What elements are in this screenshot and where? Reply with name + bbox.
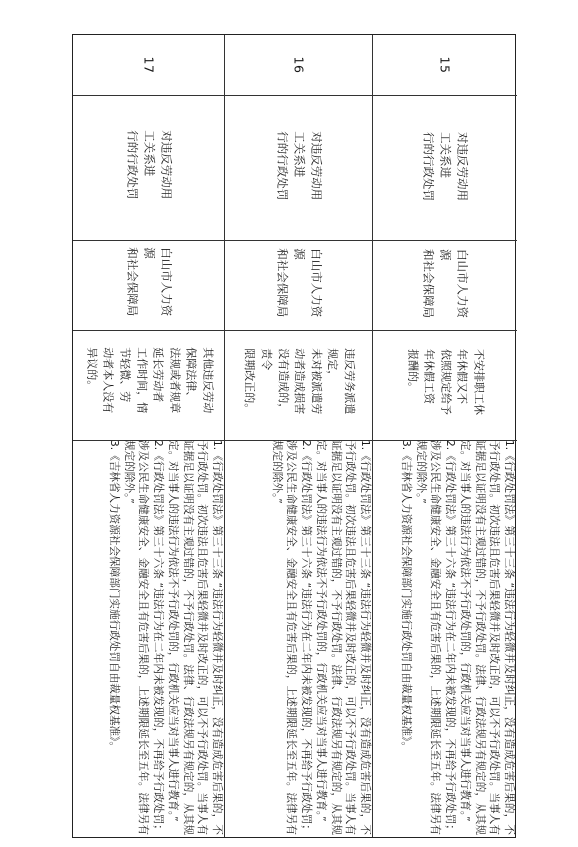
row-number-cell — [225, 35, 372, 95]
condition-text: 违反劳务派遣规定， 未对被派遣劳动者造成损害 没有造成的，责令 限期改正的。 — [243, 348, 356, 415]
basis-clause: 1.《行政处罚法》第三十三条 “违法行为轻微并及时纠正，没有造成危害后果的，不予行政处罚。初次违法且危害后果轻微并及时改正的，可以不予行政处罚。当事人有证据足以证明没有主观过错的，不予行政处罚。法律、行政法规另有规定的，从其规定。对当事人的违法行为依法不予行政处罚的，行政机关应当对当事人进行教育。” — [458, 440, 515, 835]
department-name: 白山市人力资源 和社会保障局 — [275, 248, 323, 318]
row-number: 15 — [437, 56, 453, 74]
row-number-cell — [373, 35, 517, 95]
basis-clause: 3.《吉林省人力资源社会保障部门实施行政处罚自由裁量权基准》。 — [400, 440, 413, 753]
item-cell — [73, 95, 224, 240]
condition-text: 不安排职工休年休假又不 依照规定给予年休假工资 报酬的。 — [406, 349, 486, 415]
department-name: 白山市人力资源 和社会保障局 — [125, 247, 173, 317]
item-name: 对违反劳动用工关系进 行的行政处罚 — [125, 129, 173, 199]
condition-cell — [225, 330, 372, 440]
item-name: 对违反劳动用工关系进 行的行政处罚 — [275, 130, 323, 200]
basis-clause: 2.《行政处罚法》第三十六条 “违法行为在二年内未被发现的，不再给予行政处罚；涉及公民生命健康安全、金融安全且有危害后果的，上述期限延长至五年。法律另有规定的除外。” — [122, 440, 165, 835]
basis-cell — [73, 440, 224, 839]
legal-basis — [398, 440, 516, 835]
condition-cell — [73, 330, 224, 440]
item-cell — [373, 95, 517, 240]
legal-basis — [106, 440, 224, 835]
penalty-table — [72, 34, 516, 838]
department-cell — [73, 240, 224, 330]
basis-clause: 1.《行政处罚法》第三十三条 “违法行为轻微并及时纠正，没有造成危害后果的，不予行政处罚。初次违法且危害后果轻微并及时改正的，可以不予行政处罚。当事人有证据足以证明没有主观过错的，不予行政处罚。法律、行政法规另有规定的，从其规定。对当事人的违法行为依法不予行政处罚的，行政机关应当对当事人进行教育。” — [166, 440, 223, 835]
row-number: 16 — [291, 56, 306, 74]
department-cell — [373, 240, 517, 330]
basis-clause: 3.《吉林省人力资源社会保障部门实施行政处罚自由裁量权基准》。 — [108, 440, 121, 753]
department-name: 白山市人力资源 和社会保障局 — [421, 249, 470, 318]
legal-basis — [269, 440, 372, 835]
condition-text: 其他违反劳动保障法律、 法规或者规章延长劳动者 工作时间，情节轻微、劳 动者本人没有异议的。 — [84, 347, 214, 414]
department-cell — [225, 240, 372, 330]
condition-cell — [373, 330, 517, 440]
basis-cell — [373, 440, 517, 839]
row-number-cell — [73, 35, 224, 95]
basis-clause: 2.《行政处罚法》第三十六条 “违法行为在二年内未被发现的，不再给予行政处罚；涉及公民生命健康安全、金融安全且有危害后果的，上述期限延长至五年。法律另有规定的除外。” — [414, 440, 457, 835]
basis-clause: 1.《行政处罚法》第三十三条 “违法行为轻微并及时纠正，没有造成危害后果的，不予行政处罚。初次违法且危害后果轻微并及时改正的，可以不予行政处罚。当事人有证据足以证明没有主观过错的，不予行政处罚。法律、行政法规另有规定的，从其规定。对当事人的违法行为依法不予行政处罚的，行政机关应当对当事人进行教育。” — [314, 440, 371, 835]
item-cell — [225, 95, 372, 240]
basis-cell — [225, 440, 372, 839]
item-name: 对违反劳动用工关系进 行的行政处罚 — [421, 131, 470, 201]
basis-clause: 2.《行政处罚法》第三十六条 “违法行为在二年内未被发现的，不再给予行政处罚；涉及公民生命健康安全、金融安全且有危害后果的，上述期限延长至五年。法律另有规定的除外。” — [270, 440, 313, 835]
table-row — [373, 35, 517, 837]
table-row — [73, 35, 225, 837]
table-row — [225, 35, 373, 837]
row-number: 17 — [141, 56, 156, 74]
